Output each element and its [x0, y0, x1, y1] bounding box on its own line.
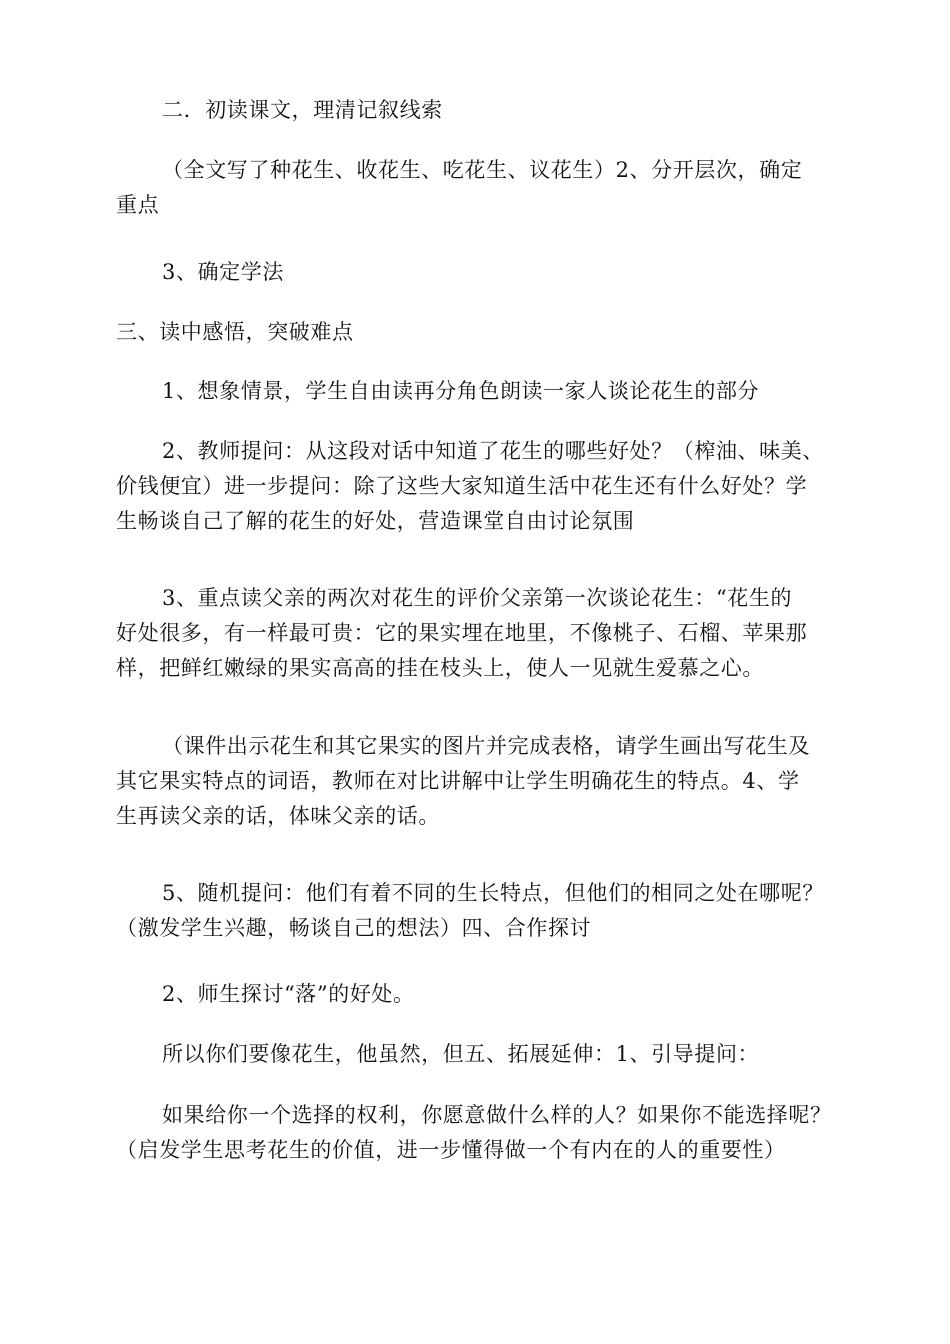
text-line: 所以你们要像花生，他虽然，但五、拓展延伸：1、引导提问： — [162, 1042, 760, 1066]
text-line: 样，把鲜红嫩绿的果实高高的挂在枝头上，使人一见就生爱慕之心。 — [116, 656, 764, 680]
paragraph-7 — [116, 581, 846, 686]
text-line: 生畅谈自己了解的花生的好处，营造课堂自由讨论氛围 — [116, 509, 635, 533]
paragraph-5 — [116, 374, 846, 409]
paragraph-11 — [116, 1037, 846, 1072]
text-line: （激发学生兴趣，畅谈自己的想法）四、合作探讨 — [116, 916, 592, 940]
text-line: 其它果实特点的词语，教师在对比讲解中让学生明确花生的特点。4、学 — [116, 769, 800, 793]
paragraph-2 — [116, 153, 846, 223]
text-line: 3、确定学法 — [162, 260, 284, 284]
paragraph-12 — [116, 1098, 846, 1168]
paragraph-10 — [116, 977, 846, 1012]
paragraph-8 — [116, 729, 846, 834]
text-line: 3、重点读父亲的两次对花生的评价父亲第一次谈论花生：“花生的 — [162, 586, 793, 610]
text-line: 如果给你一个选择的权利，你愿意做什么样的人？如果你不能选择呢？ — [162, 1103, 832, 1127]
text-line: 2、师生探讨“落”的好处。 — [162, 982, 415, 1006]
text-line: （全文写了种花生、收花生、吃花生、议花生）2、分开层次，确定 — [162, 158, 803, 182]
paragraph-9 — [116, 876, 846, 946]
text-line: 价钱便宜）进一步提问：除了这些大家知道生活中花生还有什么好处？学 — [116, 474, 808, 498]
text-line: 生再读父亲的话，体味父亲的话。 — [116, 804, 440, 828]
text-line: 1、想象情景，学生自由读再分角色朗读一家人谈论花生的部分 — [162, 379, 760, 403]
text-line: （启发学生思考花生的价值，进一步懂得做一个有内在的人的重要性） — [116, 1138, 786, 1162]
paragraph-1 — [116, 93, 846, 128]
paragraph-3 — [116, 255, 846, 290]
text-line: （课件出示花生和其它果实的图片并完成表格，请学生画出写花生及 — [162, 734, 810, 758]
text-line: 二．初读课文，理清记叙线索 — [162, 98, 443, 122]
text-line: 好处很多，有一样最可贵：它的果实埋在地里，不像桃子、石榴、苹果那 — [116, 621, 808, 645]
text-line: 重点 — [116, 193, 160, 217]
text-line: 5、随机提问：他们有着不同的生长特点，但他们的相同之处在哪呢？ — [162, 881, 824, 905]
paragraph-4 — [116, 315, 846, 350]
paragraph-6 — [116, 434, 846, 539]
text-line: 三、读中感悟，突破难点 — [116, 320, 354, 344]
text-line: 2、教师提问：从这段对话中知道了花生的哪些好处？（榨油、味美、 — [162, 439, 824, 463]
